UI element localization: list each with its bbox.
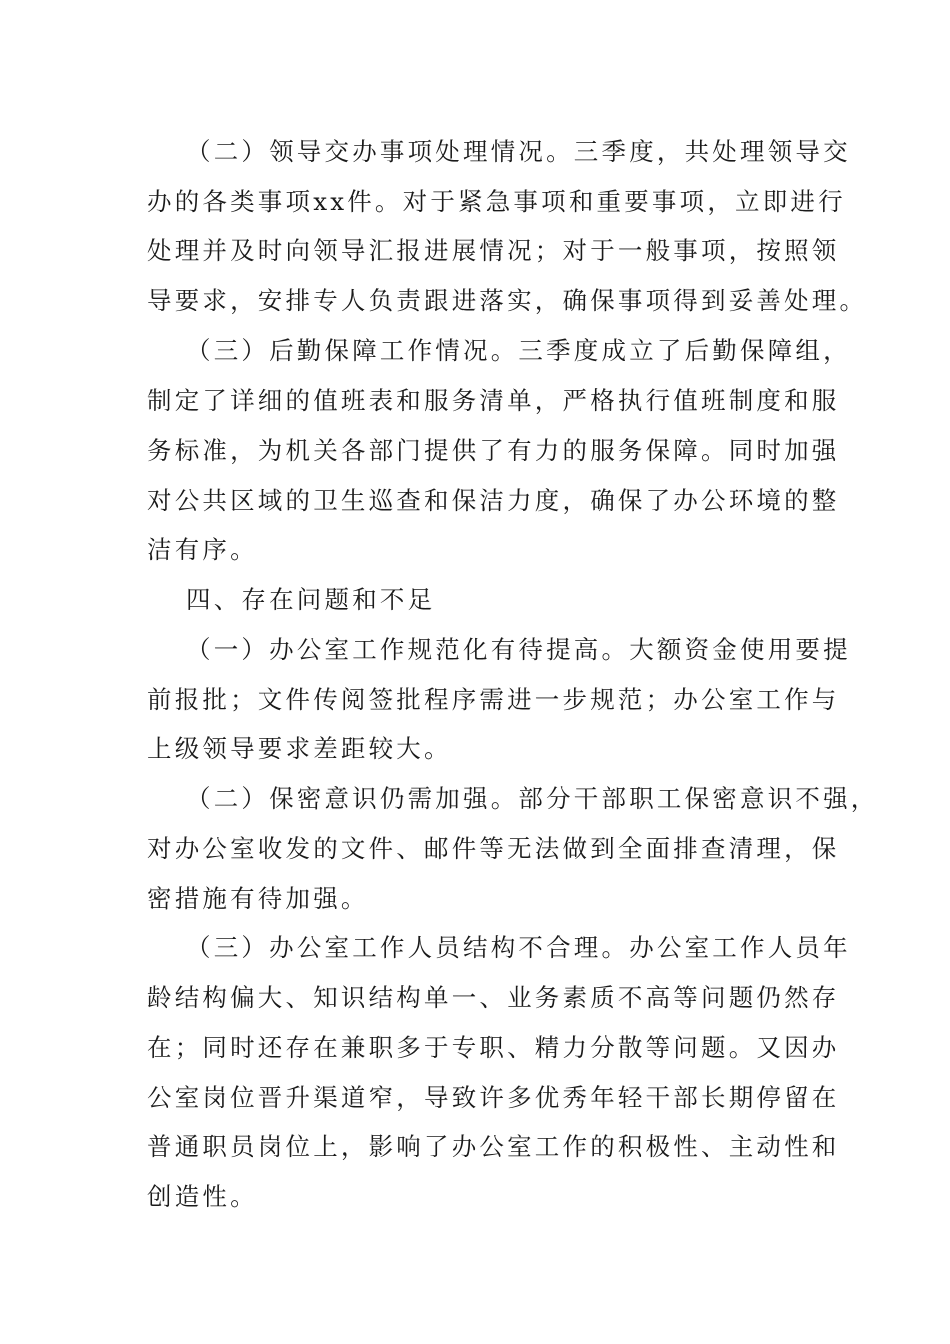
paragraph-5-line-6: 创造性。 [147, 1182, 258, 1211]
paragraph-2-line-5: 洁有序。 [147, 535, 258, 564]
paragraph-4-line-2: 对办公室收发的文件、邮件等无法做到全面排查清理，保 [147, 834, 840, 863]
paragraph-3-line-2: 前报批；文件传阅签批程序需进一步规范；办公室工作与 [147, 685, 840, 714]
paragraph-5-line-1: （三）办公室工作人员结构不合理。办公室工作人员年 [186, 933, 851, 962]
paragraph-3-line-3: 上级领导要求差距较大。 [147, 734, 452, 763]
paragraph-1-line-2: 办的各类事项xx件。对于紧急事项和重要事项，立即进行 [147, 187, 846, 216]
paragraph-2-line-4: 对公共区域的卫生巡查和保洁力度，确保了办公环境的整 [147, 486, 840, 515]
paragraph-5-line-4: 公室岗位晋升渠道窄，导致许多优秀年轻干部长期停留在 [147, 1083, 840, 1112]
paragraph-2-line-3: 务标准，为机关各部门提供了有力的服务保障。同时加强 [147, 436, 840, 465]
paragraph-3-line-1: （一）办公室工作规范化有待提高。大额资金使用要提 [186, 635, 851, 664]
paragraph-2-line-1: （三）后勤保障工作情况。三季度成立了后勤保障组， [186, 336, 851, 365]
paragraph-5-line-3: 在；同时还存在兼职多于专职、精力分散等问题。又因办 [147, 1033, 840, 1062]
paragraph-5-line-5: 普通职员岗位上，影响了办公室工作的积极性、主动性和 [147, 1132, 840, 1161]
paragraph-1-line-1: （二）领导交办事项处理情况。三季度，共处理领导交 [186, 137, 851, 166]
paragraph-1-line-3: 处理并及时向领导汇报进展情况；对于一般事项，按照领 [147, 236, 840, 265]
section-heading-4: 四、存在问题和不足 [186, 585, 436, 614]
paragraph-1-line-4: 导要求，安排专人负责跟进落实，确保事项得到妥善处理。 [147, 286, 868, 315]
paragraph-4-line-3: 密措施有待加强。 [147, 884, 369, 913]
paragraph-5-line-2: 龄结构偏大、知识结构单一、业务素质不高等问题仍然存 [147, 983, 840, 1012]
paragraph-4-line-1: （二）保密意识仍需加强。部分干部职工保密意识不强， [186, 784, 879, 813]
paragraph-2-line-2: 制定了详细的值班表和服务清单，严格执行值班制度和服 [147, 386, 840, 415]
